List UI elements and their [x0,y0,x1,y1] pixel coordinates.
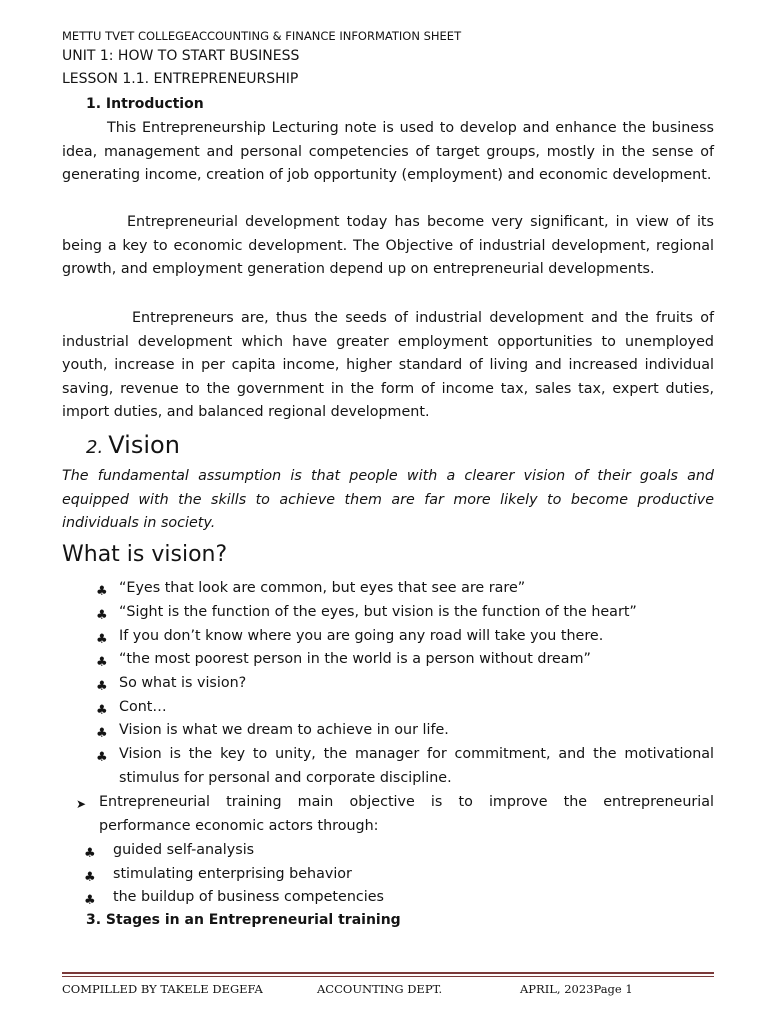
club-icon: ♣ [96,726,108,741]
list-item: Vision is what we dream to achieve in our life. [119,722,449,738]
list-item: stimulating enterprising behavior [113,866,352,882]
footer-rule-thin [62,976,714,977]
list-item: Vision is the key to unity, the manager for commitment, and the motivational stimulus for personal and corporate discipline. [119,746,714,786]
list-item: So what is vision? [119,675,247,691]
lesson-prefix: LESSON 1.1. [62,71,150,87]
club-icon: ♣ [96,750,108,765]
footer-rule [62,972,714,974]
list-item: guided self-analysis [113,842,255,858]
club-icon: ♣ [96,655,108,670]
info-sheet-header: METTU TVET COLLEGEACCOUNTING & FINANCE INFORMATION SHEET [62,29,462,43]
footer-date: APRIL, 2023 [520,982,594,996]
club-icon: ♣ [84,870,96,885]
club-icon: ♣ [96,608,108,623]
footer-author: COMPILLED BY TAKELE DEGEFA [62,982,263,996]
intro-paragraph-2: Entrepreneurial development today has become very significant, in view of its being a key to economic development. The Objective of industrial development, regional growth, and employment generation depend up on entrepreneurial developments. [62,214,714,278]
intro-paragraph-3: Entrepreneurs are, thus the seeds of industrial development and the fruits of industrial development which have greater employment opportunities to unemployed youth, increase in per capita income, higher standard of living and increased individual saving, revenue to the government in the form of income tax, sales tax, expert duties, import duties, and balanced regional development. [62,310,714,421]
arrow-bullet-icon: ➤ [76,797,87,811]
unit-title: UNIT 1: HOW TO START BUSINESS [62,48,300,64]
what-is-vision-heading: What is vision? [62,542,228,567]
club-icon: ♣ [84,893,96,908]
list-item: “Eyes that look are common, but eyes that see are rare” [119,580,526,596]
club-icon: ♣ [96,703,108,718]
list-item: the buildup of business competencies [113,889,384,905]
vision-number: 2. [86,437,104,458]
club-icon: ♣ [96,679,108,694]
footer-page-number: Page 1 [593,982,633,996]
intro-paragraph-1: This Entrepreneurship Lecturing note is used to develop and enhance the business idea, management and personal competencies of target groups, mostly in the sense of generating income, creation of job opportunity (employment) and economic development. [62,120,714,184]
club-icon: ♣ [84,846,96,861]
lesson-name: ENTREPRENEURSHIP [153,71,299,87]
list-item: Cont… [119,699,167,715]
footer-dept: ACCOUNTING DEPT. [317,982,443,996]
list-item: If you don’t know where you are going any road will take you there. [119,628,604,644]
introduction-heading: 1. Introduction [86,96,204,112]
stages-heading: 3. Stages in an Entrepreneurial training [86,912,401,928]
list-item: “Sight is the function of the eyes, but vision is the function of the heart” [119,604,637,620]
lesson-title [62,71,298,87]
vision-paragraph: The fundamental assumption is that people with a clearer vision of their goals and equipped with the skills to achieve them are far more likely to become productive individuals in society. [62,468,714,532]
club-icon: ♣ [96,584,108,599]
footer-date-page [520,982,633,996]
vision-heading [86,431,180,459]
vision-title: Vision [108,431,180,459]
training-objective: Entrepreneurial training main objective is to improve the entrepreneurial performance economic actors through: [99,794,714,834]
list-item: “the most poorest person in the world is a person without dream” [119,651,591,667]
club-icon: ♣ [96,632,108,647]
